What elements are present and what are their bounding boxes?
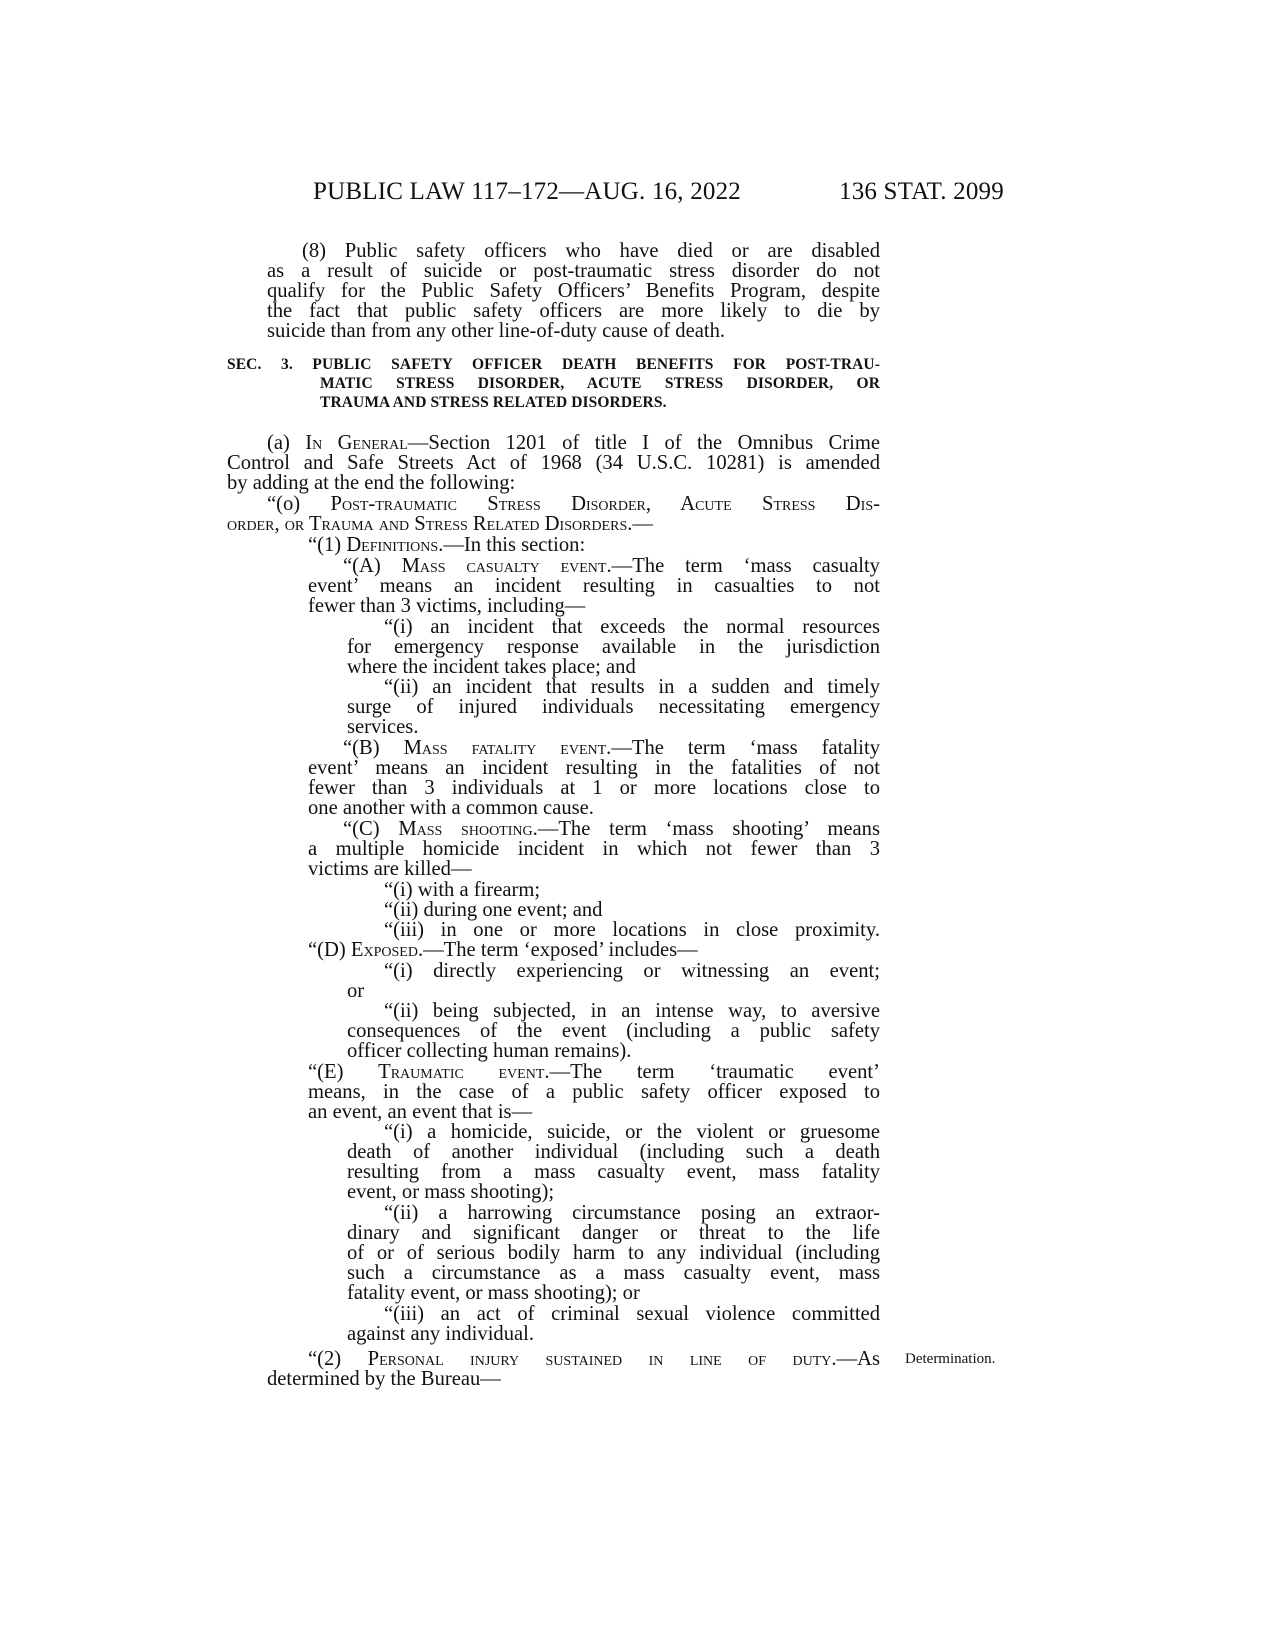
text-line xyxy=(267,1369,880,1389)
line-text: SEC. 3. PUBLIC SAFETY OFFICER DEATH BENEFITS FOR POST-TRAU- xyxy=(227,356,880,373)
line-prefix: “(E) xyxy=(308,1061,379,1083)
line-prefix: “(C) xyxy=(343,818,399,840)
line-text: “(i) a homicide, suicide, or the violent or gruesome xyxy=(384,1121,880,1143)
text-line xyxy=(308,758,880,778)
line-text: .—The term ‘traumatic event’ xyxy=(544,1061,880,1083)
line-text: the fact that public safety officers are more likely to die by xyxy=(267,300,880,322)
line-text: of or of serious bodily harm to any individual (including xyxy=(347,1242,880,1264)
text-line xyxy=(347,1324,880,1344)
line-text: death of another individual (including such a death xyxy=(347,1141,880,1163)
line-prefix: “(2) xyxy=(308,1348,368,1370)
text-line xyxy=(267,261,880,281)
small-caps-heading: In General xyxy=(305,432,408,454)
line-text: consequences of the event (including a public safety xyxy=(347,1020,880,1042)
line-text: .—As xyxy=(831,1348,880,1370)
line-text: Control and Safe Streets Act of 1968 (34 U.S.C. 10281) is amended xyxy=(227,452,880,474)
line-text: “(ii) an incident that results in a sudden and timely xyxy=(384,676,880,698)
line-text: .—The term ‘exposed’ includes— xyxy=(417,939,698,961)
text-line xyxy=(384,880,880,900)
line-text: fewer than 3 individuals at 1 or more locations close to xyxy=(308,777,880,799)
text-line xyxy=(347,1021,880,1041)
section-heading-line xyxy=(227,355,880,375)
line-text: TRAUMA AND STRESS RELATED DISORDERS. xyxy=(320,394,667,411)
text-line xyxy=(347,697,880,717)
small-caps-heading: order, or Trauma and Stress Related Disorders xyxy=(227,513,628,535)
text-line xyxy=(347,1162,880,1182)
line-text: an event, an event that is— xyxy=(308,1101,533,1123)
small-caps-heading: Mass casualty event xyxy=(401,555,607,577)
line-text: means, in the case of a public safety officer exposed to xyxy=(308,1081,880,1103)
text-line xyxy=(308,940,880,960)
text-line xyxy=(302,241,880,261)
text-line xyxy=(347,1243,880,1263)
line-text: .— xyxy=(627,513,653,535)
line-text: services. xyxy=(347,716,419,738)
text-line xyxy=(347,1283,880,1303)
line-text: one another with a common cause. xyxy=(308,797,594,819)
line-text: (8) Public safety officers who have died or are disabled xyxy=(302,240,880,262)
text-line xyxy=(308,778,880,798)
running-header-stat: 136 STAT. 2099 xyxy=(839,178,1004,205)
text-line xyxy=(267,321,880,341)
text-line xyxy=(343,556,880,576)
line-text: MATIC STRESS DISORDER, ACUTE STRESS DISORDER, OR xyxy=(320,375,880,392)
text-line xyxy=(308,859,880,879)
margin-note: Determination. xyxy=(905,1351,996,1367)
line-text: .—The term ‘mass casualty xyxy=(606,555,880,577)
line-text: .—In this section: xyxy=(438,534,586,556)
line-text: dinary and significant danger or threat to the life xyxy=(347,1222,880,1244)
text-line xyxy=(308,535,880,555)
text-line xyxy=(347,1182,880,1202)
text-line xyxy=(343,738,880,758)
line-text: suicide than from any other line-of-duty cause of death. xyxy=(267,320,726,342)
text-line xyxy=(347,717,880,737)
line-text: surge of injured individuals necessitating emergency xyxy=(347,696,880,718)
line-text: event, or mass shooting); xyxy=(347,1181,555,1203)
text-line xyxy=(308,1102,880,1122)
line-text: “(ii) during one event; and xyxy=(384,899,603,921)
small-caps-heading: Post-traumatic Stress Disorder, Acute Stress Dis- xyxy=(330,493,880,515)
line-text: “(ii) being subjected, in an intense way, to aversive xyxy=(384,1000,880,1022)
line-text: determined by the Bureau— xyxy=(267,1368,501,1390)
line-prefix: (a) xyxy=(267,432,306,454)
text-line xyxy=(308,1062,880,1082)
line-text: victims are killed— xyxy=(308,858,472,880)
section-heading-line xyxy=(320,374,880,394)
text-line xyxy=(384,900,880,920)
line-text: event’ means an incident resulting in the fatalities of not xyxy=(308,757,880,779)
text-line xyxy=(227,473,880,493)
text-line xyxy=(308,1349,880,1369)
running-header-title: PUBLIC LAW 117–172—AUG. 16, 2022 xyxy=(313,178,742,205)
text-line xyxy=(347,1223,880,1243)
text-line xyxy=(384,1122,880,1142)
line-prefix: “(D) xyxy=(308,939,351,961)
line-prefix: “(A) xyxy=(343,555,402,577)
line-text: fewer than 3 victims, including— xyxy=(308,595,586,617)
line-text: fatality event, or mass shooting); or xyxy=(347,1282,640,1304)
text-line xyxy=(308,1082,880,1102)
line-prefix: “(o) xyxy=(267,493,331,515)
text-line xyxy=(384,617,880,637)
line-text: or xyxy=(347,980,365,1002)
line-prefix: “(1) xyxy=(308,534,347,556)
line-text: for emergency response available in the jurisdiction xyxy=(347,636,880,658)
line-text: “(i) an incident that exceeds the normal resources xyxy=(384,616,880,638)
text-line xyxy=(227,514,880,534)
line-text: .—The term ‘mass fatality xyxy=(606,737,881,759)
small-caps-heading: Personal injury sustained in line of duty xyxy=(367,1348,832,1370)
text-line xyxy=(347,1142,880,1162)
text-line xyxy=(347,1263,880,1283)
text-line xyxy=(347,1041,880,1061)
text-line xyxy=(308,798,880,818)
text-line xyxy=(384,677,880,697)
line-text: “(iii) an act of criminal sexual violence committed xyxy=(384,1303,880,1325)
line-text: event’ means an incident resulting in casualties to not xyxy=(308,575,880,597)
line-text: by adding at the end the following: xyxy=(227,472,516,494)
text-line xyxy=(267,301,880,321)
line-text: a multiple homicide incident in which not fewer than 3 xyxy=(308,838,880,860)
text-line xyxy=(267,494,880,514)
line-text: resulting from a mass casualty event, mass fatality xyxy=(347,1161,880,1183)
line-text: “(i) with a firearm; xyxy=(384,879,541,901)
text-line xyxy=(227,453,880,473)
small-caps-heading: Mass fatality event xyxy=(403,737,607,759)
line-text: officer collecting human remains). xyxy=(347,1040,632,1062)
line-text: —Section 1201 of title I of the Omnibus Crime xyxy=(407,432,881,454)
text-line xyxy=(267,281,880,301)
text-line xyxy=(308,576,880,596)
section-heading-line xyxy=(320,393,880,413)
text-line xyxy=(384,1203,880,1223)
line-prefix: “(B) xyxy=(343,737,404,759)
text-line xyxy=(347,657,880,677)
line-text: where the incident takes place; and xyxy=(347,656,636,678)
text-line xyxy=(347,637,880,657)
text-line xyxy=(384,920,880,940)
small-caps-heading: Definitions xyxy=(346,534,439,556)
small-caps-heading: Traumatic event xyxy=(378,1061,545,1083)
line-text: as a result of suicide or post-traumatic stress disorder do not xyxy=(267,260,880,282)
text-line xyxy=(384,1304,880,1324)
line-text: “(ii) a harrowing circumstance posing an extraor- xyxy=(384,1202,880,1224)
text-line xyxy=(267,433,880,453)
line-text: qualify for the Public Safety Officers’ Benefits Program, despite xyxy=(267,280,880,302)
line-text: “(i) directly experiencing or witnessing an event; xyxy=(384,960,880,982)
text-line xyxy=(384,961,880,981)
text-line xyxy=(343,819,880,839)
line-text: .—The term ‘mass shooting’ means xyxy=(532,818,880,840)
text-line xyxy=(308,596,880,616)
line-text: “(iii) in one or more locations in close proximity. xyxy=(384,919,880,941)
text-line xyxy=(347,981,880,1001)
text-line xyxy=(384,1001,880,1021)
small-caps-heading: Exposed xyxy=(350,939,418,961)
line-text: such a circumstance as a mass casualty event, mass xyxy=(347,1262,880,1284)
small-caps-heading: Mass shooting xyxy=(398,818,533,840)
line-text: against any individual. xyxy=(347,1323,535,1345)
text-line xyxy=(308,839,880,859)
